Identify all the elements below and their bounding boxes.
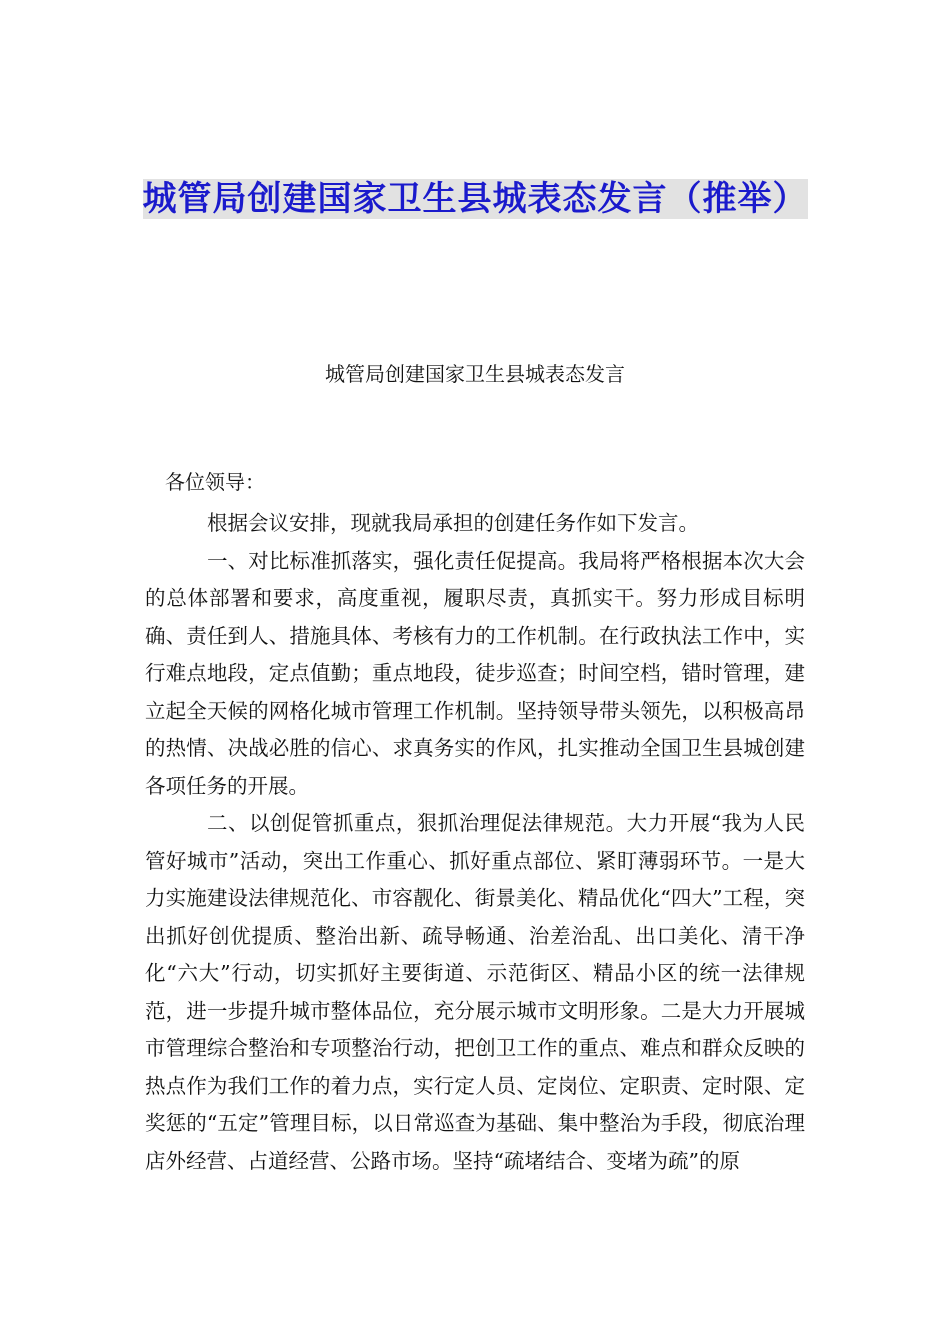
paragraph-intro: 根据会议安排，现就我局承担的创建任务作如下发言。 [207,511,699,535]
paragraph-section-2: 二、以创促管抓重点，狠抓治理促法律规范。大力开展“我为人民管好城市”活动，突出工作重心、抓好重点部位、紧盯薄弱环节。一是大力实施建设法律规范化、市容靓化、街景美化、精品优化“四大”工程，突出抓好创优提质、整治出新、疏导畅通、治差治乱、出口美化、清干净化“六大”行动，切实抓好主要街道、示范街区、精品小区的统一法律规范，进一步提升城市整体品位，充分展示城市文明形象。二是大力开展城市管理综合整治和专项整治行动，把创卫工作的重点、难点和群众反映的热点作为我们工作的着力点，实行定人员、定岗位、定职责、定时限、定奖惩的“五定”管理目标，以日常巡查为基础、集中整治为手段，彻底治理店外经营、占道经营、公路市场。坚持“疏堵结合、变堵为疏”的原 [145,811,805,1173]
document-title-text: 城管局创建国家卫生县城表态发言（推举） [142,179,808,219]
document-title [140,170,810,228]
document-subtitle: 城管局创建国家卫生县城表态发言 [325,362,625,386]
salutation: 各位领导： [165,470,265,494]
paragraph-section-1: 一、对比标准抓落实，强化责任促提高。我局将严格根据本次大会的总体部署和要求，高度重视，履职尽责，真抓实干。努力形成目标明确、责任到人、措施具体、考核有力的工作机制。在行政执法工作中，实行难点地段，定点值勤；重点地段，徒步巡查；时间空档，错时管理，建立起全天候的网格化城市管理工作机制。坚持领导带头领先，以积极高昂的热情、决战必胜的信心、求真务实的作风，扎实推动全国卫生县城创建各项任务的开展。 [145,548,805,798]
document-body [145,505,805,1180]
